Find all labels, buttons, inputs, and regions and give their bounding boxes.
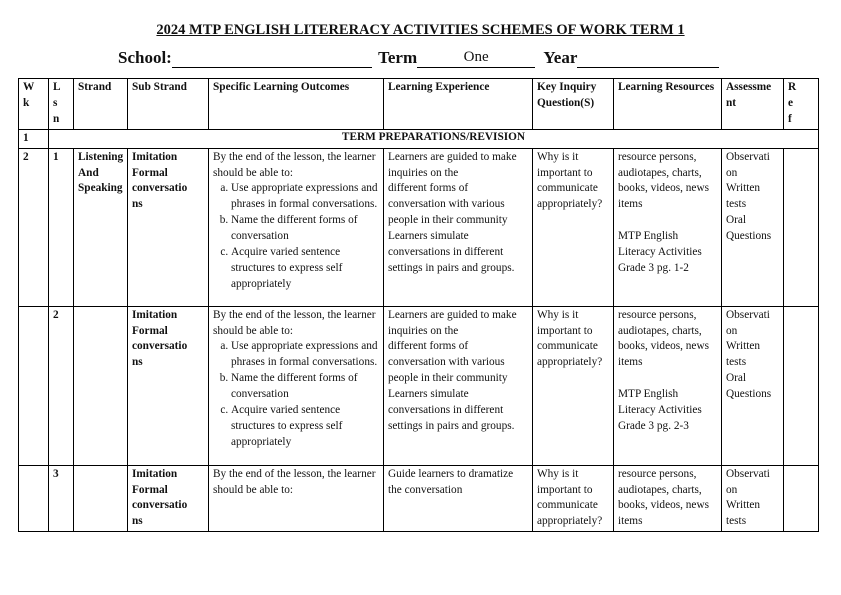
- lsn-cell: 1: [49, 148, 74, 306]
- term-field[interactable]: One: [417, 49, 535, 68]
- year-label: Year: [543, 48, 578, 67]
- wk-cell: [19, 306, 49, 465]
- resources-cell: resource persons, audiotapes, charts, books, videos, news items: [614, 465, 722, 532]
- strand-cell: [74, 306, 128, 465]
- table-row: [19, 148, 819, 306]
- col-outcomes: Specific Learning Outcomes: [209, 79, 384, 130]
- header-form: [118, 48, 719, 68]
- col-experience: Learning Experience: [384, 79, 533, 130]
- resources-cell: resource persons, audiotapes, charts, books, videos, news items MTP English Literacy Activities Grade 3 pg. 2-3: [614, 306, 722, 465]
- outcomes-cell: [209, 465, 384, 532]
- term-preparations-cell: TERM PREPARATIONS/REVISION: [49, 129, 819, 148]
- col-lsn: L s n: [49, 79, 74, 130]
- ref-cell: [784, 148, 819, 306]
- outcomes-cell: [209, 306, 384, 465]
- col-wk: W k: [19, 79, 49, 130]
- col-question: Key Inquiry Question(S): [533, 79, 614, 130]
- header-row: [19, 79, 819, 130]
- document-title: 2024 MTP ENGLISH LITERERACY ACTIVITIES SCHEMES OF WORK TERM 1: [156, 22, 685, 38]
- sub-strand-cell: Imitation Formal conversatio ns: [128, 306, 209, 465]
- outcome-item: c. Acquire varied sentence structures to express self appropriately: [231, 245, 379, 293]
- outcome-item: a. Use appropriate expressions and phrases in formal conversations.: [231, 339, 379, 371]
- outcomes-intro: By the end of the lesson, the learner should be able to:: [213, 467, 376, 496]
- school-label: School:: [118, 48, 172, 67]
- resources-cell: resource persons, audiotapes, charts, books, videos, news items MTP English Literacy Activities Grade 3 pg. 1-2: [614, 148, 722, 306]
- table-row: [19, 306, 819, 465]
- outcome-item: b. Name the different forms of conversation: [231, 371, 379, 403]
- col-resources: Learning Resources: [614, 79, 722, 130]
- col-strand: Strand: [74, 79, 128, 130]
- wk-cell: 2: [19, 148, 49, 306]
- outcomes-intro: By the end of the lesson, the learner should be able to:: [213, 150, 376, 179]
- col-sub-strand: Sub Strand: [128, 79, 209, 130]
- ref-cell: [784, 306, 819, 465]
- question-cell: Why is it important to communicate appropriately?: [533, 306, 614, 465]
- sub-strand-cell: Imitation Formal conversatio ns: [128, 148, 209, 306]
- wk-cell: [19, 465, 49, 532]
- experience-cell: Learners are guided to make inquiries on the different forms of conversation with various people in their community Learners simulate conversations in different settings in pairs and groups.: [384, 306, 533, 465]
- lsn-cell: 2: [49, 306, 74, 465]
- assessment-cell: Observati on Written tests: [722, 465, 784, 532]
- col-assessment: Assessme nt: [722, 79, 784, 130]
- assessment-cell: Observati on Written tests Oral Questions: [722, 148, 784, 306]
- scheme-table: [18, 78, 819, 532]
- strand-cell: [74, 465, 128, 532]
- question-cell: Why is it important to communicate appropriately?: [533, 465, 614, 532]
- experience-cell: Learners are guided to make inquiries on the different forms of conversation with various people in their community Learners simulate conversations in different settings in pairs and groups.: [384, 148, 533, 306]
- sub-strand-cell: Imitation Formal conversatio ns: [128, 465, 209, 532]
- ref-cell: [784, 465, 819, 532]
- wk-cell: 1: [19, 129, 49, 148]
- outcomes-intro: By the end of the lesson, the learner should be able to:: [213, 308, 376, 337]
- assessment-cell: Observati on Written tests Oral Questions: [722, 306, 784, 465]
- strand-cell: Listening And Speaking: [74, 148, 128, 306]
- term-label: Term: [378, 48, 418, 67]
- outcome-item: a. Use appropriate expressions and phrases in formal conversations.: [231, 181, 379, 213]
- year-field[interactable]: [577, 49, 719, 68]
- outcome-item: b. Name the different forms of conversation: [231, 213, 379, 245]
- col-ref: R e f: [784, 79, 819, 130]
- table-row: [19, 465, 819, 532]
- outcome-item: c. Acquire varied sentence structures to express self appropriately: [231, 403, 379, 451]
- lsn-cell: 3: [49, 465, 74, 532]
- school-field[interactable]: [172, 49, 372, 68]
- question-cell: Why is it important to communicate appropriately?: [533, 148, 614, 306]
- outcomes-cell: [209, 148, 384, 306]
- experience-cell: Guide learners to dramatize the conversation: [384, 465, 533, 532]
- table-row: [19, 129, 819, 148]
